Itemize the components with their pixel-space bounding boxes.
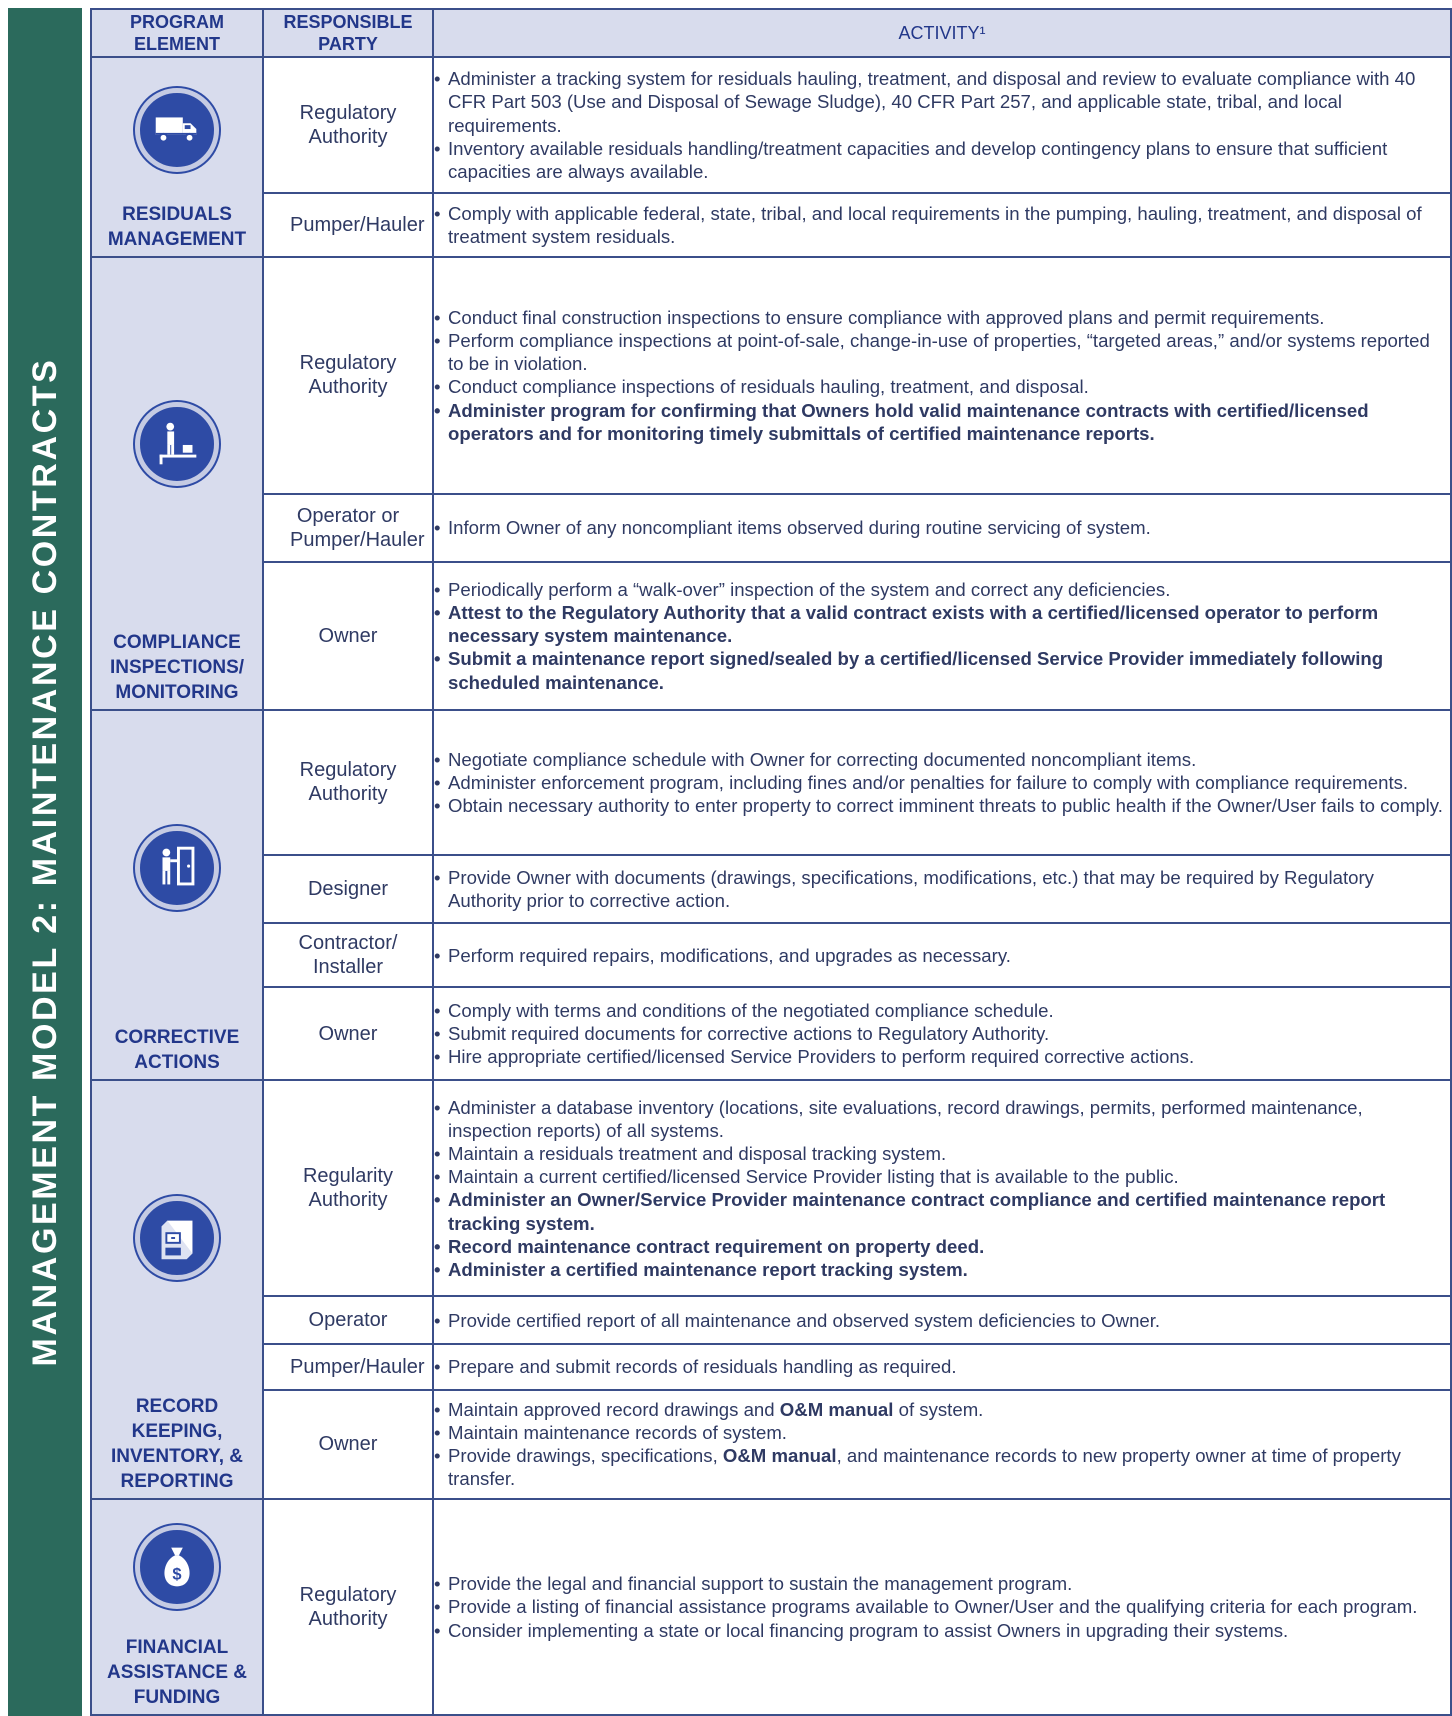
table-row: [91, 1296, 1451, 1344]
activity-list: [434, 1309, 1450, 1332]
responsible-party: Regularity Authority: [302, 1165, 394, 1212]
responsible-party-cell: [263, 494, 433, 562]
responsible-party-cell: [263, 57, 433, 193]
header-responsible-party: RESPONSIBLE PARTY: [263, 9, 433, 57]
header-program-element: PROGRAM ELEMENT: [91, 9, 263, 57]
activity-cell: [433, 1390, 1451, 1499]
activity-cell: [433, 57, 1451, 193]
table-row: [91, 257, 1451, 494]
responsible-party-cell: [263, 1344, 433, 1389]
responsible-party-cell: [263, 1296, 433, 1344]
activity-list: [434, 866, 1450, 912]
activity-item: • Conduct final construction inspections to ensure compliance with approved plans and permit requirements.: [434, 306, 1450, 329]
program-element-label: FINANCIAL ASSISTANCE & FUNDING: [106, 1637, 248, 1708]
responsible-party-cell: [263, 923, 433, 987]
activity-item: • Comply with terms and conditions of the negotiated compliance schedule.: [434, 999, 1450, 1022]
responsible-party-cell: [263, 193, 433, 257]
table-row: [91, 193, 1451, 257]
responsible-party-cell: [263, 257, 433, 494]
activity-item: • Administer enforcement program, including fines and/or penalties for failure to comply with compliance requirements.: [434, 771, 1450, 794]
activity-cell: [433, 193, 1451, 257]
activity-item: • Hire appropriate certified/licensed Service Providers to perform required corrective actions.: [434, 1045, 1450, 1068]
activity-item: • Provide certified report of all maintenance and observed system deficiencies to Owner.: [434, 1309, 1450, 1332]
truck-icon: [135, 88, 219, 172]
responsible-party-cell: [263, 562, 433, 710]
activity-item: • Administer a tracking system for residuals hauling, treatment, and disposal and review to evaluate compliance with 40 CFR Part 503 (Use and Disposal of Sewage Sludge), 40 CFR Part 257, and applicable state, tribal, and local requirements.: [434, 67, 1450, 137]
activity-item: • Perform compliance inspections at point-of-sale, change-in-use of properties, “targeted areas,” and/or systems reported to be in violation.: [434, 329, 1450, 375]
activity-item: • Record maintenance contract requirement on property deed.: [434, 1235, 1450, 1258]
table-row: [91, 1344, 1451, 1389]
activity-item: • Periodically perform a “walk-over” inspection of the system and correct any deficiencies.: [434, 578, 1450, 601]
table-row: [91, 855, 1451, 923]
file-cabinet-icon: [135, 1196, 219, 1280]
activity-item: • Inventory available residuals handling/treatment capacities and develop contingency plans to ensure that sufficient capacities are always available.: [434, 137, 1450, 183]
responsible-party: Operator: [308, 1309, 388, 1332]
responsible-party: Pumper/Hauler: [290, 214, 425, 237]
activity-item: • Inform Owner of any noncompliant items observed during routine servicing of system.: [434, 516, 1450, 539]
responsible-party: Regulatory Authority: [299, 102, 397, 149]
program-element-record-keeping-inventory-reporting: [91, 1080, 263, 1498]
table-row: [91, 562, 1451, 710]
table-row: [91, 987, 1451, 1080]
activity-list: [434, 999, 1450, 1069]
table-row: [91, 1390, 1451, 1499]
activity-item: • Maintain maintenance records of system.: [434, 1421, 1450, 1444]
responsible-party: Regulatory Authority: [299, 1583, 397, 1630]
activity-cell: [433, 562, 1451, 710]
activity-item: • Attest to the Regulatory Authority that a valid contract exists with a certified/licensed operator to perform necessary system maintenance.: [434, 601, 1450, 647]
activity-cell: [433, 710, 1451, 856]
activity-item: • Maintain a current certified/licensed Service Provider listing that is available to the public.: [434, 1165, 1450, 1188]
program-element-compliance-inspections-monitoring: [91, 257, 263, 710]
activity-cell: [433, 257, 1451, 494]
activity-cell: [433, 1080, 1451, 1296]
activity-cell: [433, 923, 1451, 987]
responsible-party: Regulatory Authority: [299, 759, 397, 806]
activity-item: • Conduct compliance inspections of residuals hauling, treatment, and disposal.: [434, 375, 1450, 398]
activity-item: • Obtain necessary authority to enter property to correct imminent threats to public health if the Owner/User fails to comply.: [434, 794, 1450, 817]
activity-item: • Provide the legal and financial support to sustain the management program.: [434, 1572, 1450, 1595]
program-element-label: RECORD KEEPING, INVENTORY, & REPORTING: [111, 1395, 243, 1492]
activity-item: • Consider implementing a state or local financing program to assist Owners in upgrading their systems.: [434, 1619, 1450, 1642]
responsible-party: Designer: [307, 878, 389, 901]
activity-list: [434, 67, 1450, 183]
header-activity: ACTIVITY¹: [433, 9, 1451, 57]
activity-item: • Administer a database inventory (locations, site evaluations, record drawings, permits, performed maintenance, inspection reports) of all systems.: [434, 1096, 1450, 1142]
activity-list: [434, 1096, 1450, 1282]
table-row: [91, 1080, 1451, 1296]
activity-emphasis: O&M manual: [722, 1445, 837, 1467]
activity-item: • Submit required documents for corrective actions to Regulatory Authority.: [434, 1022, 1450, 1045]
activity-list: [434, 202, 1450, 248]
responsible-party-cell: [263, 1499, 433, 1715]
sidebar-band: [8, 8, 82, 1716]
activity-list: [434, 578, 1450, 694]
table-row: [91, 710, 1451, 856]
program-element-label: CORRECTIVE ACTIONS: [114, 1027, 240, 1074]
program-element-financial-assistance-funding: [91, 1499, 263, 1715]
activity-text: Provide drawings, specifications,: [448, 1445, 723, 1467]
responsible-party-cell: [263, 987, 433, 1080]
activity-item: [434, 1444, 1450, 1490]
activity-item: [434, 1398, 1450, 1421]
responsible-party: Pumper/Hauler: [290, 1355, 425, 1378]
activity-item: • Administer program for confirming that Owners hold valid maintenance contracts with certified/licensed operators and for monitoring timely submittals of certified maintenance reports.: [434, 399, 1450, 445]
responsible-party: Owner: [318, 624, 378, 647]
program-element-corrective-actions: [91, 710, 263, 1081]
responsible-party: Regulatory Authority: [299, 352, 397, 399]
program-element-label: RESIDUALS MANAGEMENT: [107, 204, 247, 251]
activity-item: • Perform required repairs, modifications, and upgrades as necessary.: [434, 944, 1450, 967]
activity-text: , and maintenance records to new property owner at time of property transfer.: [448, 1445, 1401, 1490]
activity-emphasis: O&M manual: [779, 1398, 894, 1420]
activity-text: of system.: [893, 1398, 984, 1420]
inspector-icon: [135, 402, 219, 486]
activity-item: • Negotiate compliance schedule with Owner for correcting documented noncompliant items.: [434, 748, 1450, 771]
activity-list: [434, 1355, 1450, 1378]
activity-list: [434, 944, 1450, 967]
table-row: [91, 1499, 1451, 1715]
activity-item: • Administer a certified maintenance report tracking system.: [434, 1258, 1450, 1281]
activity-item: • Provide a listing of financial assistance programs available to Owner/User and the qualifying criteria for each program.: [434, 1595, 1450, 1618]
activity-cell: [433, 987, 1451, 1080]
responsible-party-cell: [263, 855, 433, 923]
matrix-body: [91, 57, 1451, 1715]
activity-cell: [433, 1296, 1451, 1344]
activity-item: • Administer an Owner/Service Provider maintenance contract compliance and certified maintenance report tracking system.: [434, 1188, 1450, 1234]
program-element-residuals-management: [91, 57, 263, 257]
activity-item: • Maintain a residuals treatment and disposal tracking system.: [434, 1142, 1450, 1165]
responsible-party-cell: [263, 1390, 433, 1499]
activity-cell: [433, 855, 1451, 923]
activity-item: • Comply with applicable federal, state, tribal, and local requirements in the pumping, hauling, treatment, and disposal of treatment system residuals.: [434, 202, 1450, 248]
responsible-party-cell: [263, 1080, 433, 1296]
activity-text: Maintain approved record drawings and: [448, 1398, 780, 1420]
activity-item: • Submit a maintenance report signed/sealed by a certified/licensed Service Provider immediately following scheduled maintenance.: [434, 647, 1450, 693]
activity-list: [434, 748, 1450, 818]
table-row: [91, 57, 1451, 193]
activity-list: [434, 1572, 1450, 1642]
program-element-label: COMPLIANCE INSPECTIONS/ MONITORING: [109, 631, 245, 703]
responsible-party: Contractor/ Installer: [298, 932, 398, 979]
activity-cell: [433, 1344, 1451, 1389]
responsible-party: Owner: [318, 1433, 378, 1456]
activity-list: [434, 1398, 1450, 1491]
activity-list: [434, 516, 1450, 539]
responsible-party-cell: [263, 710, 433, 856]
table-row: [91, 923, 1451, 987]
activity-cell: [433, 1499, 1451, 1715]
responsible-party: Owner: [318, 1022, 378, 1045]
activity-item: • Provide Owner with documents (drawings, specifications, modifications, etc.) that may be required by Regulatory Authority prior to corrective action.: [434, 866, 1450, 912]
activity-list: [434, 306, 1450, 445]
activity-item: • Prepare and submit records of residuals handling as required.: [434, 1355, 1450, 1378]
activity-cell: [433, 494, 1451, 562]
money-bag-icon: [135, 1525, 219, 1609]
matrix-header: [91, 9, 1451, 57]
vertical-title: MANAGEMENT MODEL 2: MAINTENANCE CONTRACTS: [26, 357, 64, 1367]
table-row: [91, 494, 1451, 562]
person-door-icon: [135, 826, 219, 910]
responsibility-matrix: [90, 8, 1452, 1716]
responsible-party: Operator or Pumper/Hauler: [290, 504, 425, 551]
